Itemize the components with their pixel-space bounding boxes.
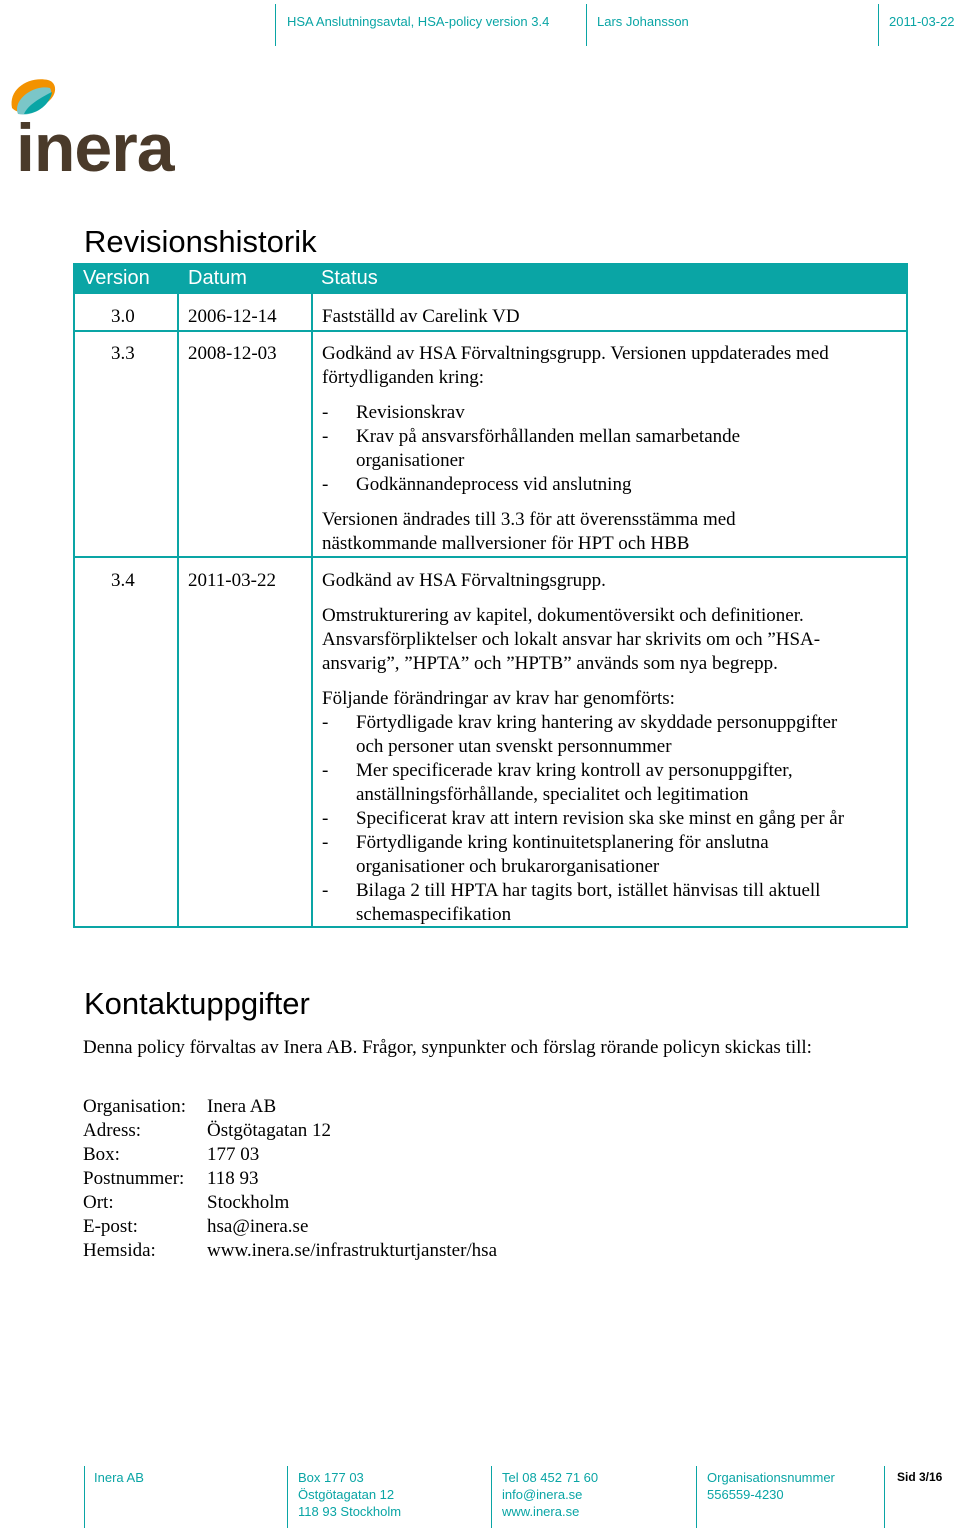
contact-website-link[interactable]: www.inera.se/infrastrukturtjanster/hsa bbox=[207, 1240, 498, 1261]
table-border bbox=[73, 263, 75, 928]
contact-row: Hemsida: www.inera.se/infrastrukturtjanster/hsa bbox=[83, 1240, 498, 1261]
status-line: Följande förändringar av krav har genomförts: bbox=[322, 688, 675, 709]
status-line: Omstrukturering av kapitel, dokumentöversikt och definitioner. bbox=[322, 605, 804, 626]
header-date: 2011-03-22 bbox=[889, 14, 955, 29]
contact-intro: Denna policy förvaltas av Inera AB. Frågor, synpunkter och förslag rörande policyn skickas till: bbox=[83, 1037, 812, 1058]
status-line: Ansvarsförpliktelser och lokalt ansvar har skrivits om och ”HSA- bbox=[322, 629, 821, 650]
row-version: 3.3 bbox=[111, 343, 135, 364]
footer-page-number: Sid 3/16 bbox=[897, 1470, 943, 1484]
col-status: Status bbox=[321, 267, 378, 289]
contact-title: Kontaktuppgifter bbox=[84, 986, 310, 1021]
header-divider bbox=[878, 4, 879, 46]
status-line: förtydliganden kring: bbox=[322, 367, 484, 388]
list-item: - Bilaga 2 till HPTA har tagits bort, istället hänvisas till aktuell schemaspecifikation bbox=[322, 880, 821, 925]
row-status bbox=[322, 569, 902, 927]
contact-details bbox=[83, 1095, 497, 1263]
status-line: Godkänd av HSA Förvaltningsgrupp. Versionen uppdaterades med bbox=[322, 343, 829, 364]
header-doc-title: HSA Anslutningsavtal, HSA-policy version 3.4 bbox=[287, 14, 550, 29]
footer-address: Box 177 03 Östgötagatan 12 118 93 Stockholm bbox=[298, 1470, 402, 1519]
col-version: Version bbox=[83, 267, 150, 289]
status-line: Godkänd av HSA Förvaltningsgrupp. bbox=[322, 570, 606, 591]
contact-value: Inera AB bbox=[207, 1096, 277, 1117]
footer-divider bbox=[287, 1466, 288, 1528]
status-list bbox=[322, 711, 902, 927]
contact-value: 118 93 bbox=[207, 1168, 259, 1189]
footer-divider bbox=[491, 1466, 492, 1528]
header-author: Lars Johansson bbox=[597, 14, 689, 29]
contact-email-link[interactable]: hsa@inera.se bbox=[207, 1216, 309, 1237]
list-item: - Revisionskrav bbox=[322, 402, 465, 423]
contact-value: Stockholm bbox=[207, 1192, 290, 1213]
row-status: Fastställd av Carelink VD bbox=[322, 306, 520, 327]
col-date: Datum bbox=[188, 267, 247, 289]
contact-row: E-post: hsa@inera.se bbox=[83, 1216, 309, 1237]
revision-title: Revisionshistorik bbox=[84, 224, 317, 259]
list-item: - Förtydligande kring kontinuitetsplanering för anslutna organisationer och brukarorganisationer bbox=[322, 832, 769, 877]
status-line: Versionen ändrades till 3.3 för att överensstämma med bbox=[322, 509, 736, 530]
table-border bbox=[73, 330, 908, 332]
revision-table bbox=[73, 263, 908, 928]
list-item: - Förtydligade krav kring hantering av skyddade personuppgifter och personer utan svenskt personnummer bbox=[322, 712, 838, 757]
header-divider bbox=[586, 4, 587, 46]
inera-logo bbox=[4, 74, 174, 184]
contact-row: Adress: Östgötagatan 12 bbox=[83, 1120, 332, 1141]
table-border bbox=[177, 263, 179, 928]
footer-divider bbox=[696, 1466, 697, 1528]
row-version: 3.4 bbox=[111, 570, 135, 591]
footer-contact: Tel 08 452 71 60 info@inera.se www.inera.se bbox=[502, 1470, 599, 1519]
contact-row: Box: 177 03 bbox=[83, 1144, 260, 1165]
contact-row: Ort: Stockholm bbox=[83, 1192, 290, 1213]
footer-email-link[interactable]: info@inera.se bbox=[502, 1487, 583, 1502]
row-status bbox=[322, 342, 902, 556]
row-version: 3.0 bbox=[111, 306, 135, 327]
header-divider bbox=[275, 4, 276, 46]
list-item: - Mer specificerade krav kring kontroll av personuppgifter, anställningsförhållande, specialitet och legitimation bbox=[322, 760, 793, 805]
list-item: - Specificerat krav att intern revision ska ske minst en gång per år bbox=[322, 808, 845, 829]
contact-row: Postnummer: 118 93 bbox=[83, 1168, 259, 1189]
table-border bbox=[906, 263, 908, 928]
contact-value: Östgötagatan 12 bbox=[207, 1120, 332, 1141]
footer-website-link[interactable]: www.inera.se bbox=[502, 1504, 580, 1519]
row-date: 2011-03-22 bbox=[188, 570, 276, 591]
inera-logo-text: inera bbox=[16, 110, 174, 186]
status-list bbox=[322, 401, 902, 497]
footer-company: Inera AB bbox=[94, 1470, 144, 1485]
list-item: - Godkännandeprocess vid anslutning bbox=[322, 474, 632, 495]
list-item: - Krav på ansvarsförhållanden mellan samarbetande organisationer bbox=[322, 426, 741, 471]
status-line: ansvarig”, ”HPTA” och ”HPTB” används som nya begrepp. bbox=[322, 653, 778, 674]
table-border bbox=[73, 556, 908, 558]
row-date: 2006-12-14 bbox=[188, 306, 277, 327]
contact-row: Organisation: Inera AB bbox=[83, 1096, 277, 1117]
footer-divider bbox=[84, 1466, 85, 1528]
row-date: 2008-12-03 bbox=[188, 343, 277, 364]
footer-divider bbox=[884, 1466, 885, 1528]
revision-table-header bbox=[73, 263, 908, 294]
footer-org: Organisationsnummer 556559-4230 bbox=[707, 1470, 835, 1502]
contact-value: 177 03 bbox=[207, 1144, 260, 1165]
status-line: nästkommande mallversioner för HPT och HBB bbox=[322, 533, 690, 554]
table-border bbox=[311, 263, 313, 928]
